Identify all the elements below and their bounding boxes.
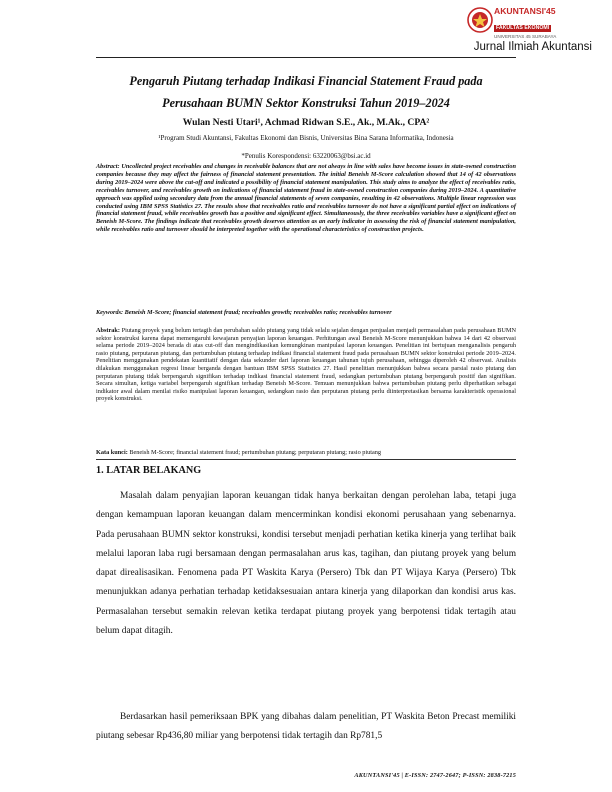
journal-badge-icon (467, 7, 493, 33)
kata-kunci-label: Kata kunci: (96, 449, 128, 456)
kata-kunci-text: Beneish M-Score; financial statement fraud; pertumbuhan piutang; perputaran piutang; rasio piutang (127, 449, 382, 456)
keywords-id (96, 449, 516, 457)
abstract-en (96, 163, 516, 234)
authors: Wulan Nesti Utari¹, Achmad Ridwan S.E., Ak., M.Ak., CPA² (182, 117, 430, 128)
journal-name: Jurnal Ilmiah Akuntansi (473, 41, 592, 53)
keywords-text: Beneish M-Score; financial statement fraud; receivables growth; receivables ratio; receivables turnover (123, 309, 392, 316)
body-paragraph-1: Masalah dalam penyajian laporan keuangan tidak hanya berkaitan dengan perolehan laba, tetapi juga dengan kemampuan laporan keuangan dalam mencerminkan kondisi ekonomi perusahaan yang sebenarnya. Pada perusahaan BUMN sektor konstruksi, kondisi tersebut menjadi perhatian ketika kinerja yang terlihat baik melalui laporan laba rugi bersamaan dengan permasalahan arus kas, tagihan, dan piutang proyek yang belum dapat direalisasikan. Fenomena pada PT Waskita Karya (Persero) Tbk dan PT Wijaya Karya (Persero) Tbk menunjukkan adanya perhatian terhadap ketidaksesuaian antara kinerja yang dilaporkan dan kondisi arus kas. Permasalahan tersebut semakin relevan ketika terdapat piutang proyek yang berpotensi tidak tertagih atau belum dapat ditagih. (96, 491, 516, 637)
abstract-text: Uncollected project receivables and changes in receivable balances that are not always in line with sales have become issues in state-owned construction companies because they may affect the fairness of financial statement presentation. The initial Beneish M-Score calculation showed that 14 of 42 observations during 2019–2024 were above the cut-off and indicated a possibility of financial statement manipulation. This study aims to analyze the effect of receivables ratio, receivables turnover, and receivables growth on indications of financial statement fraud in state-owned construction companies during 2019–2024. A quantitative approach was applied using secondary data from the annual financial statements of seven companies, resulting in 42 observations. Multiple linear regression was conducted using IBM SPSS Statistics 27. The results show that receivables ratio and receivables turnover do not have a significant partial effect on indications of financial statement fraud, while receivables growth has a positive and significant effect. Simultaneously, the three receivables variables have a significant effect on Beneish M-Score. The findings indicate that receivables growth deserves attention as an early indicator in assessing the risk of financial statement manipulation, while receivables ratio and turnover should be interpreted together with the operational characteristics of construction projects. (96, 163, 516, 234)
logo-university: UNIVERSITAS 45 SURABAYA (494, 34, 557, 39)
affiliation: ¹Program Studi Akuntansi, Fakultas Ekonomi dan Bisnis, Universitas Bina Sarana Informatika, Indonesia (158, 134, 454, 142)
paper-title-line-2: Perusahaan BUMN Sektor Konstruksi Tahun 2019–2024 (162, 96, 450, 110)
abstract-divider (96, 459, 516, 460)
correspondence-email: *Penulis Korespondensi: 63220063@bsi.ac.id (241, 152, 371, 160)
section-heading: 1. LATAR BELAKANG (96, 465, 202, 476)
body-paragraph-2: Berdasarkan hasil pemeriksaan BPK yang dibahas dalam penelitian, PT Waskita Beton Precast memiliki piutang sebesar Rp436,80 miliar yang berpotensi tidak tertagih dan Rp781,5 (96, 712, 516, 742)
paper-title-line-1: Pengaruh Piutang terhadap Indikasi Financial Statement Fraud pada (129, 74, 483, 88)
abstract-id (96, 327, 516, 403)
journal-logo (467, 6, 607, 39)
page-footer: AKUNTANSI'45 | E-ISSN: 2747-2647; P-ISSN: 2838-7215 (354, 772, 516, 779)
keywords-label: Keywords: (96, 309, 124, 316)
abstrak-text: Piutang proyek yang belum tertagih dan perubahan saldo piutang yang tidak selalu sejalan dengan penjualan menjadi permasalahan pada perusahaan BUMN sektor konstruksi karena dapat memengaruhi kewajaran penyajian laporan keuangan. Perhitungan awal Beneish M-Score menunjukkan bahwa 14 dari 42 observasi selama periode 2019–2024 berada di atas cut-off dan mengindikasikan kemungkinan manipulasi laporan keuangan. Penelitian ini bertujuan menganalisis pengaruh rasio piutang, perputaran piutang, dan pertumbuhan piutang terhadap indikasi financial statement fraud pada perusahaan BUMN sektor konstruksi periode 2019–2024. Penelitian menggunakan pendekatan kuantitatif dengan data sekunder dari laporan keuangan tahunan tujuh perusahaan, sehingga diperoleh 42 observasi. Analisis dilakukan menggunakan regresi linear berganda dengan bantuan IBM SPSS Statistics 27. Hasil penelitian menunjukkan bahwa secara parsial rasio piutang dan perputaran piutang tidak berpengaruh signifikan terhadap indikasi financial statement fraud, sedangkan pertumbuhan piutang berpengaruh positif dan signifikan. Secara simultan, ketiga variabel berpengaruh signifikan terhadap Beneish M-Score. Temuan menunjukkan bahwa pertumbuhan piutang perlu diperhatikan sebagai indikator awal dalam menilai risiko manipulasi laporan keuangan, sedangkan rasio dan perputaran piutang perlu diinterpretasikan bersama karakteristik operasional proyek konstruksi. (96, 327, 516, 403)
logo-title: AKUNTANSI'45 (494, 6, 556, 16)
header-divider (96, 57, 516, 58)
logo-subtitle: FAKULTAS EKONOMI (496, 25, 550, 31)
abstract-label: Abstract: (96, 163, 120, 170)
keywords-en (96, 309, 516, 317)
abstrak-label: Abstrak: (96, 327, 120, 334)
